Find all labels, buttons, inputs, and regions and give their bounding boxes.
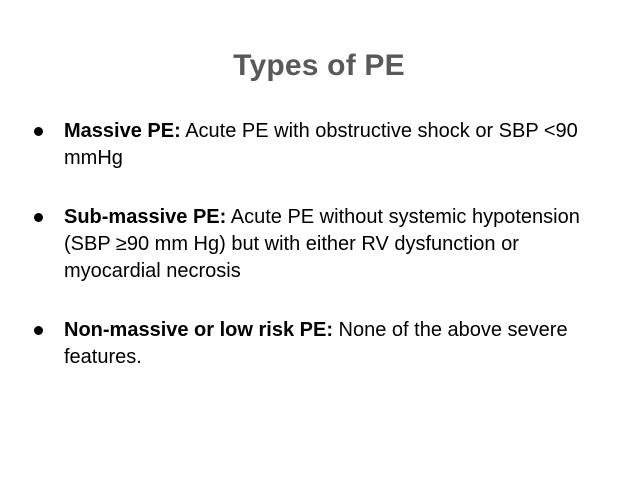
bullet-list [34,118,614,371]
bullet-term: Sub-massive PE: [64,206,227,228]
bullet-term: Massive PE: [64,120,181,142]
bullet-dot-icon [34,326,43,335]
bullet-term: Non-massive or low risk PE: [64,319,333,341]
slide-title: Types of PE [233,49,405,82]
bullet-text: Acute PE with obstructive shock or SBP <90 mmHg [64,120,578,169]
bullet-item-non-massive-pe [34,317,614,371]
bullet-item-sub-massive-pe [34,204,614,285]
bullet-text: Acute PE without systemic hypotension (SBP ≥90 mm Hg) but with either RV dysfunction or myocardial necrosis [64,206,580,282]
bullet-dot-icon [34,213,43,222]
bullet-dot-icon [34,127,43,136]
bullet-item-massive-pe [34,118,614,172]
bullet-text: None of the above severe features. [64,319,568,368]
